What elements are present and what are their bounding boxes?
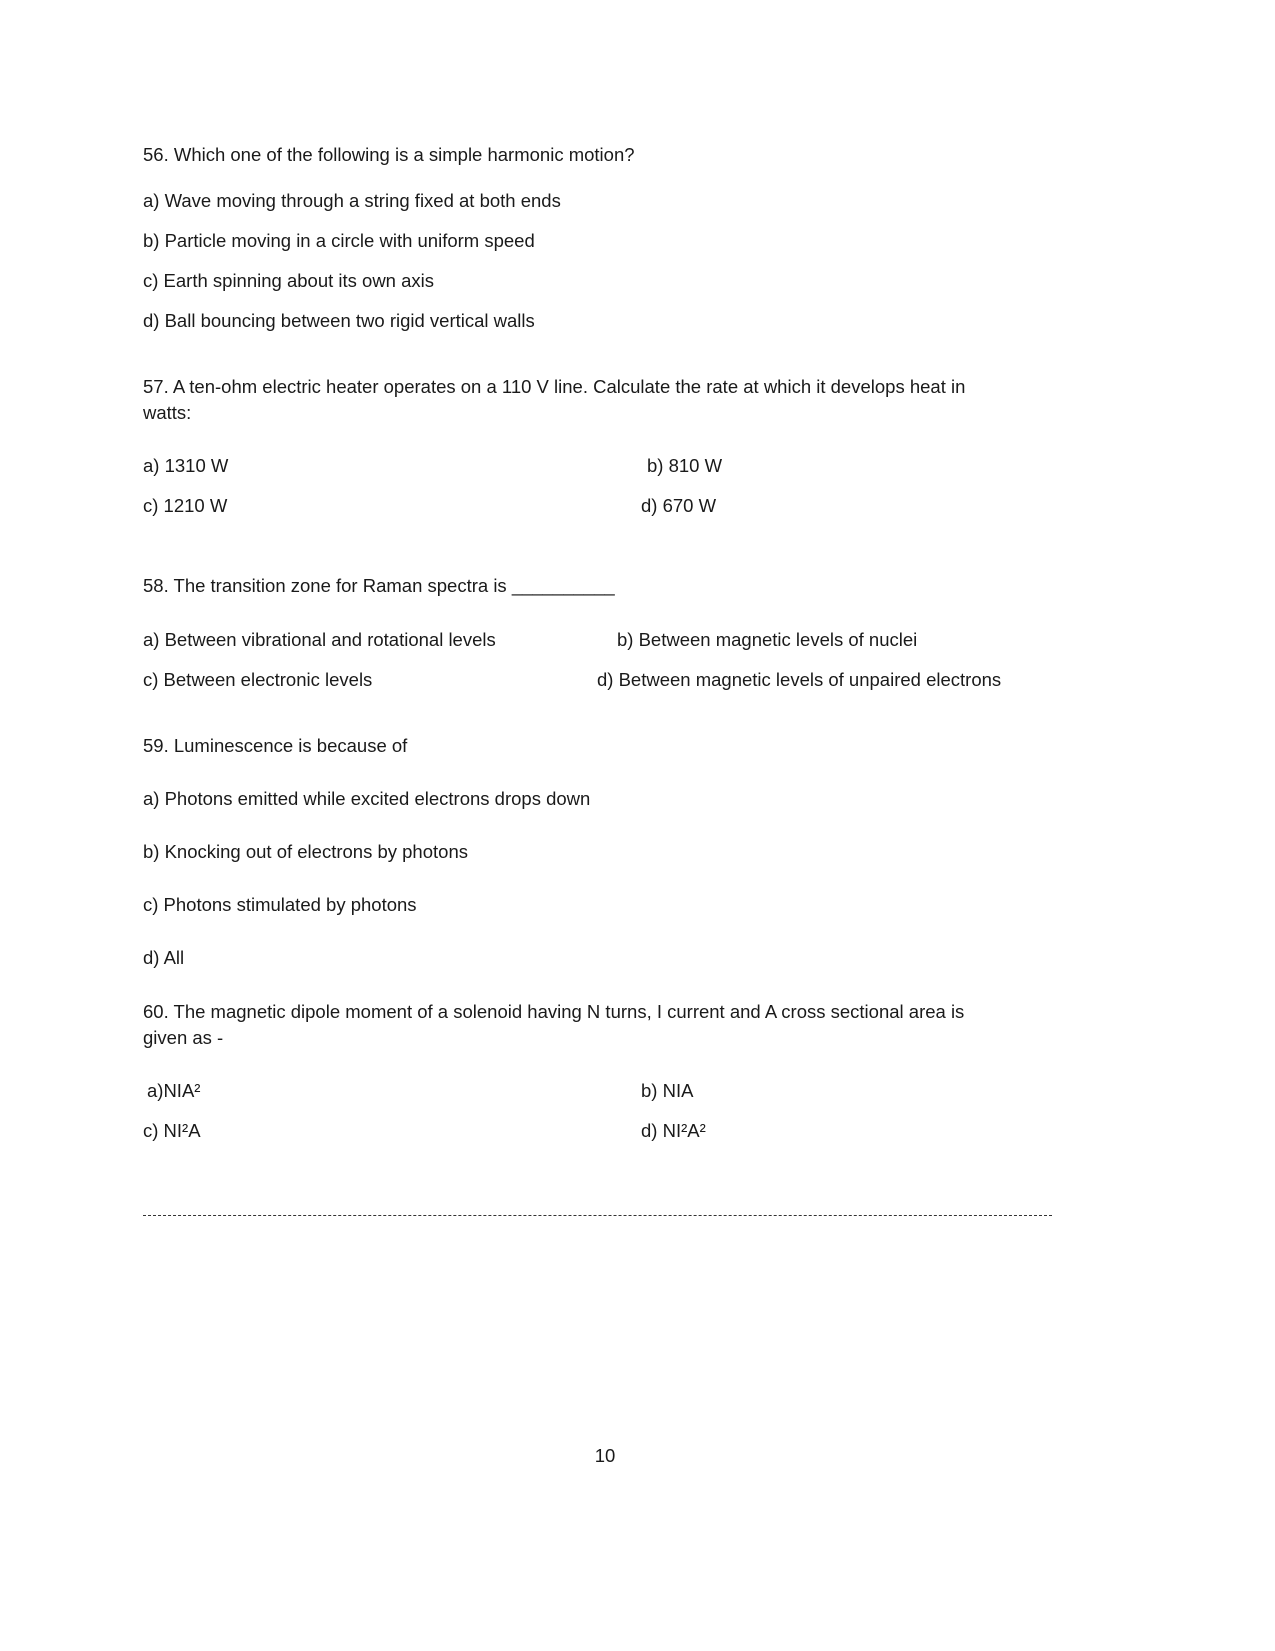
option-d: d) Between magnetic levels of unpaired electrons bbox=[597, 669, 1002, 690]
question-stem: 59. Luminescence is because of bbox=[143, 735, 408, 756]
dashed-separator bbox=[143, 1215, 1052, 1216]
option-d: d) NI²A² bbox=[641, 1120, 706, 1141]
page-number: 10 bbox=[594, 1445, 616, 1466]
option-d: d) Ball bouncing between two rigid vertical walls bbox=[143, 310, 535, 331]
question-stem: 56. Which one of the following is a simple harmonic motion? bbox=[143, 144, 635, 165]
option-b: b) Knocking out of electrons by photons bbox=[143, 841, 468, 862]
option-b: b) Particle moving in a circle with uniform speed bbox=[143, 230, 535, 251]
option-d: d) All bbox=[143, 947, 185, 968]
question-stem-continued: watts: bbox=[143, 402, 192, 423]
option-a: a)NIA² bbox=[147, 1080, 201, 1101]
option-a: a) 1310 W bbox=[143, 455, 229, 476]
option-a: a) Between vibrational and rotational levels bbox=[143, 629, 496, 650]
question-stem-continued: given as - bbox=[143, 1027, 224, 1048]
option-c: c) Photons stimulated by photons bbox=[143, 894, 417, 915]
option-c: c) Earth spinning about its own axis bbox=[143, 270, 435, 291]
option-b: b) NIA bbox=[641, 1080, 694, 1101]
question-stem: 57. A ten-ohm electric heater operates on a 110 V line. Calculate the rate at which it develops heat in bbox=[143, 376, 966, 397]
option-d: d) 670 W bbox=[641, 495, 717, 516]
option-b: b) 810 W bbox=[647, 455, 723, 476]
question-stem: 58. The transition zone for Raman spectra is __________ bbox=[143, 575, 615, 596]
option-a: a) Photons emitted while excited electrons drops down bbox=[143, 788, 591, 809]
option-b: b) Between magnetic levels of nuclei bbox=[617, 629, 918, 650]
option-a: a) Wave moving through a string fixed at both ends bbox=[143, 190, 561, 211]
option-c: c) 1210 W bbox=[143, 495, 228, 516]
option-c: c) Between electronic levels bbox=[143, 669, 373, 690]
question-stem: 60. The magnetic dipole moment of a solenoid having N turns, I current and A cross sectional area is bbox=[143, 1001, 965, 1022]
option-c: c) NI²A bbox=[143, 1120, 201, 1141]
